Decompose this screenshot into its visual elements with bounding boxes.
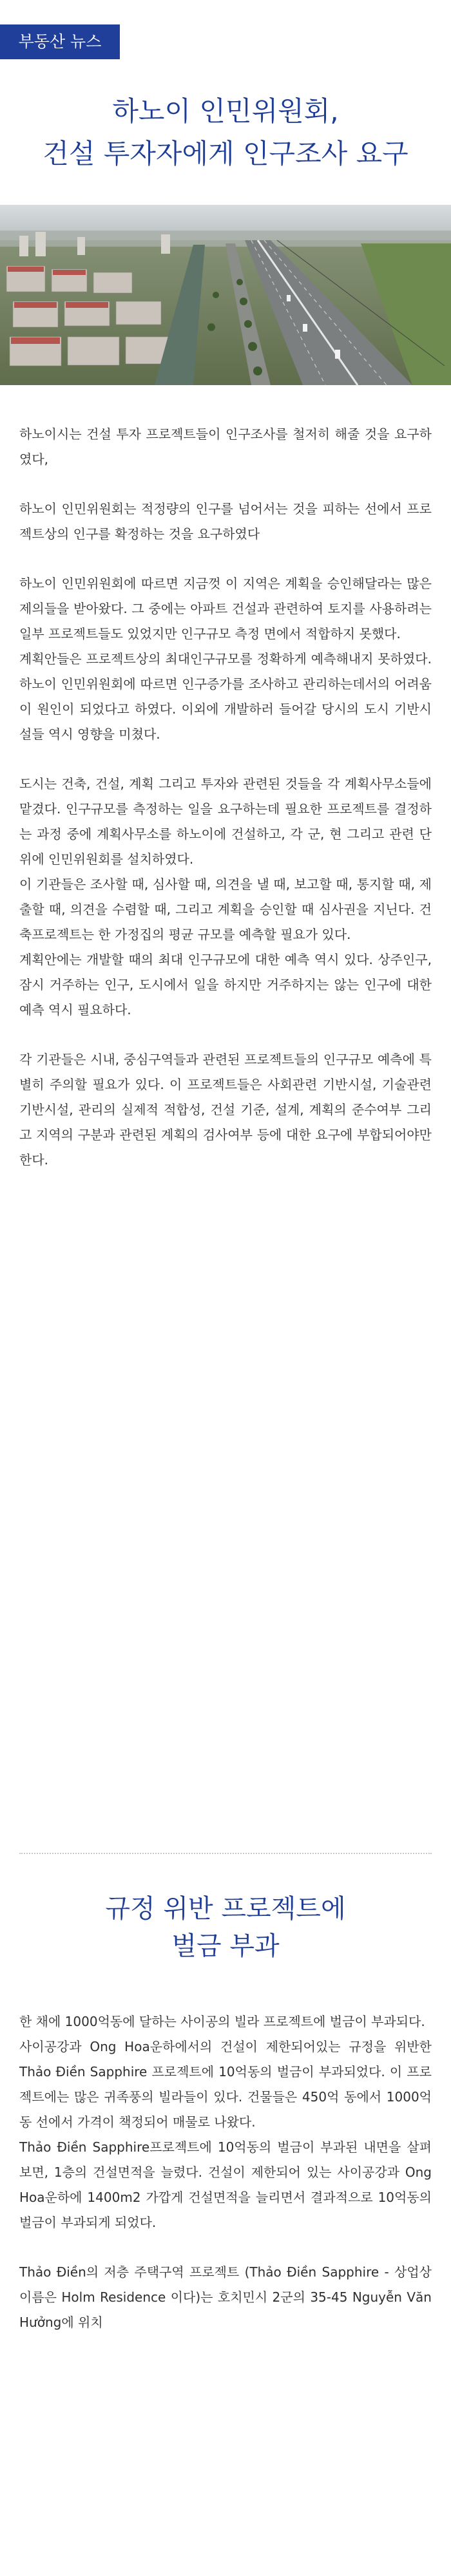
paragraph: 하노이시는 건설 투자 프로젝트들이 인구조사를 철저히 해줄 것을 요구하였다, xyxy=(19,426,432,467)
headline-line-1: 하노이 인민위원회, xyxy=(112,95,339,127)
paragraph: 하노이 인민위원회에 따르면 지금껏 이 지역은 계획을 승인해달라는 많은 제의들을 받아왔다. 그 중에는 아파트 건설과 관련하여 토지를 사용하려는 일부 프로젝트들도 있었지만 인구규모 측정 면에서 적합하지 못했다. xyxy=(19,576,432,641)
paragraph: 사이공강과 Ong Hoa운하에서의 건설이 제한되어있는 규정을 위반한 Thảo Điền Sapphire 프로젝트에 10억동의 벌금이 부과되었다. 이 프로젝트에는 많은 귀족풍의 빌라들이 있다. 건물들은 450억 동에서 1000억 동 선에서 가격이 책정되어 매물로 나왔다. xyxy=(19,2039,432,2130)
paragraph-spacer xyxy=(19,547,432,571)
section-title xyxy=(0,1890,451,1965)
section-title-line-1: 규정 위반 프로젝트에 xyxy=(105,1894,346,1924)
category-tag[interactable]: 부동산 뉴스 xyxy=(0,24,120,59)
paragraph: Thảo Điền Sapphire프로젝트에 10억동의 벌금이 부과된 내면을 살펴보면, 1층의 건설면적을 늘렸다. 건설이 제한되어 있는 사이공강과 Ong Hoa운하에 1400m2 가깝게 건설면적을 늘리면서 결과적으로 10억동의 벌금이 부과되게 되었다. xyxy=(19,2139,432,2230)
aerial-highway-photo xyxy=(0,205,451,385)
headline-line-2: 건설 투자자에게 인구조사 요구 xyxy=(43,138,408,169)
paragraph: 계획안에는 개발할 때의 최대 인구규모에 대한 예측 역시 있다. 상주인구, 잠시 거주하는 인구, 도시에서 일을 하지만 거주하지는 않는 인구에 대한 예측 역시 필요하다. xyxy=(19,952,432,1018)
headline xyxy=(0,90,451,175)
paragraph: 하노이 인민위원회는 적정량의 인구를 넘어서는 것을 피하는 선에서 프로젝트상의 인구를 확정하는 것을 요구하였다 xyxy=(19,501,432,542)
paragraph: 이 기관들은 조사할 때, 심사할 때, 의견을 낼 때, 보고할 때, 통지할 때, 제출할 때, 의견을 수렴할 때, 그리고 계획을 승인할 때 심사권을 지닌다. 건축프로젝트는 한 가정집의 평균 규모를 예측할 필요가 있다. xyxy=(19,876,432,942)
paragraph-spacer xyxy=(19,1023,432,1047)
paragraph: 각 기관들은 시내, 중심구역들과 관련된 프로젝트들의 인구규모 예측에 특별히 주의할 필요가 있다. 이 프로젝트들은 사회관련 기반시설, 기술관련 기반시설, 관리의 실제적 적합성, 건설 기준, 설계, 계획의 준수여부 그리고 지역의 구분과 관련된 계획의 검사여부 등에 대한 요구에 부합되어야만 한다. xyxy=(19,1052,432,1168)
paragraph: 계획안들은 프로젝트상의 최대인구규모를 정확하게 예측해내지 못하였다. 하노이 인민위원회에 따르면 인구증가를 조사하고 관리하는데서의 어려움이 원인이 되었다고 하였다. 이외에 개발하러 들어갈 당시의 도시 기반시설들 역시 영향을 미쳤다. xyxy=(19,651,432,742)
paragraph: 도시는 건축, 건설, 계획 그리고 투자와 관련된 것들을 각 계획사무소들에 맡겼다. 인구규모를 측정하는 일을 요구하는데 필요한 프로젝트를 결정하는 과정 중에 계획사무소를 하노이에 건설하고, 각 군, 현 그리고 관련 단위에 인민위원회를 설치하였다. xyxy=(19,776,432,867)
paragraph-spacer xyxy=(19,747,432,772)
paragraph: Thảo Điền의 저층 주택구역 프로젝트 (Thảo Điền Sapphire - 상업상 이름은 Holm Residence 이다)는 호치민시 2군의 35-45 Nguyễn Văn Hưởng에 위치 xyxy=(19,2264,432,2330)
section-title-line-2: 벌금 부과 xyxy=(171,1931,280,1961)
article-body-section-1 xyxy=(19,422,432,1173)
paragraph: 한 채에 1000억동에 달하는 사이공의 빌라 프로젝트에 벌금이 부과되다. xyxy=(19,2014,425,2029)
paragraph-spacer xyxy=(19,472,432,497)
paragraph-spacer xyxy=(19,2235,432,2260)
article-body-section-2 xyxy=(19,2009,432,2335)
section-divider xyxy=(19,1853,432,1854)
